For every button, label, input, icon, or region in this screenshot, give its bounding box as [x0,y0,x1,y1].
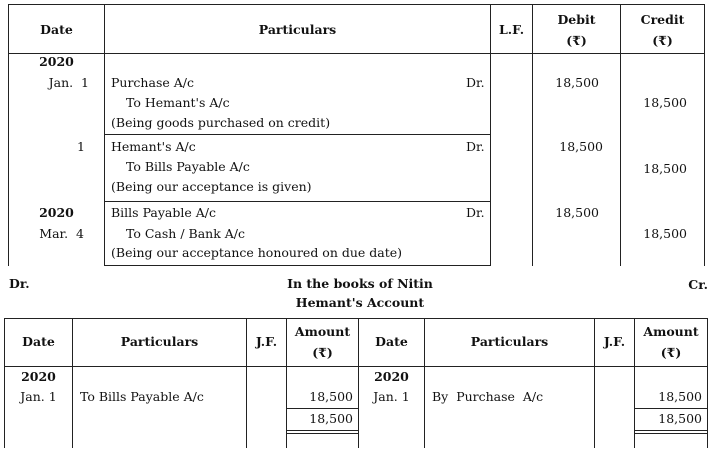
entry-debit-amount: 18,500 [555,75,599,90]
ledger-left-particulars: To Bills Payable A/c [80,389,204,404]
ledger-right-date: Jan. 1 [373,389,410,404]
entry-credit-amount: 18,500 [643,161,687,176]
entry-debit-account: Purchase A/c [111,75,194,90]
entry-credit-account: To Cash / Bank A/c [126,226,245,241]
entry-year: 2020 [39,54,74,69]
ledger-left-total: 18,500 [309,411,353,426]
entry-narration: (Being our acceptance honoured on due date) [111,245,403,260]
entry-year: 2020 [39,205,74,220]
ledger-header-particulars-left: Particulars [120,334,199,349]
entry-date: Jan. 1 [48,75,89,90]
ledger-left-date: Jan. 1 [20,389,57,404]
journal-header-debit-unit: (₹) [566,33,587,48]
entry-credit-amount: 18,500 [643,226,687,241]
entry-dr-label: Dr. [466,205,485,220]
ledger-right-particulars: By Purchase A/c [432,389,544,404]
ledger-header-date-right: Date [375,334,408,349]
entry-debit-amount: 18,500 [555,205,599,220]
ledger-header-amount-right: Amount [643,324,699,339]
entry-credit-amount: 18,500 [643,95,687,110]
journal-header-credit-unit: (₹) [652,33,673,48]
ledger-left-year: 2020 [21,369,56,384]
ledger-header-amount-unit-left: (₹) [312,345,333,360]
entry-debit-account: Bills Payable A/c [111,205,216,220]
journal-header-debit: Debit [557,12,596,27]
ledger-right-year: 2020 [374,369,409,384]
ledger-header-particulars-right: Particulars [470,334,549,349]
ledger-cr-label: Cr. [688,277,708,292]
ledger-dr-label: Dr. [9,276,30,291]
entry-date: 1 [77,139,85,154]
journal-header-lf: L.F. [498,22,525,37]
entry-credit-account: To Bills Payable A/c [126,159,250,174]
entry-dr-label: Dr. [466,139,485,154]
ledger-title-books: In the books of Nitin [287,276,433,291]
ledger-left-amount: 18,500 [309,389,353,404]
ledger-header-jf-left: J.F. [255,334,278,349]
ledger-header-amount-unit-right: (₹) [660,345,682,360]
journal-header-date: Date [40,22,73,37]
entry-date: Mar. 4 [39,226,84,241]
ledger-title-account: Hemant's Account [295,295,425,310]
entry-narration: (Being our acceptance is given) [111,179,312,194]
entry-dr-label: Dr. [466,75,485,90]
entry-debit-account: Hemant's A/c [111,139,196,154]
journal-header-particulars: Particulars [258,22,337,37]
ledger-header-jf-right: J.F. [603,334,626,349]
ledger-right-amount: 18,500 [658,389,702,404]
ledger-right-total: 18,500 [658,411,702,426]
ledger-header-date-left: Date [22,334,55,349]
ledger-header-amount-left: Amount [294,324,351,339]
entry-narration: (Being goods purchased on credit) [111,115,331,130]
entry-credit-account: To Hemant's A/c [126,95,230,110]
entry-debit-amount: 18,500 [559,139,603,154]
journal-header-credit: Credit [640,12,685,27]
